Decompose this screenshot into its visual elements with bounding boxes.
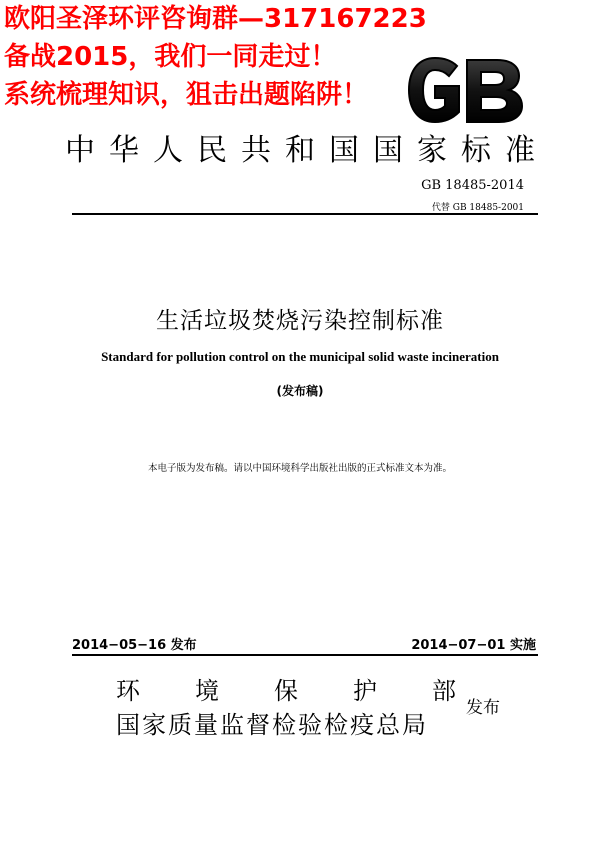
standard-replaces: 代替 GB 18485-2001	[431, 203, 524, 213]
issuer-char: 部	[432, 677, 456, 705]
bottom-divider	[72, 654, 538, 656]
standard-title-english: Standard for pollution control on the municipal solid waste incineration	[101, 349, 499, 364]
promo-line-2: 备战2015，我们一同走过！	[4, 42, 337, 72]
issuer-ministry	[116, 671, 456, 706]
issuer-char: 环	[116, 677, 140, 705]
promo-line-3: 系统梳理知识，狙击出题陷阱！	[4, 80, 369, 110]
effective-date: 2014−07−01 实施	[411, 638, 536, 653]
promo-line-1: 欧阳圣泽环评咨询群—317167223	[4, 4, 427, 34]
draft-label: (发布稿)	[276, 384, 324, 398]
top-divider	[72, 213, 538, 215]
publish-label: 发布	[466, 698, 500, 718]
issuer-char: 境	[195, 677, 219, 705]
standard-number: GB 18485-2014	[421, 178, 524, 193]
issuer-char: 护	[353, 677, 377, 705]
standard-title-chinese: 生活垃圾焚烧污染控制标准	[156, 308, 444, 334]
issue-date: 2014−05−16 发布	[72, 638, 197, 653]
issuer-aqsiq: 国家质量监督检验检疫总局	[116, 711, 428, 739]
issuer-char: 保	[274, 677, 298, 705]
edition-notice: 本电子版为发布稿。请以中国环境科学出版社出版的正式标准文本为准。	[147, 463, 452, 474]
gb-logo-icon	[405, 52, 525, 128]
national-standard-heading: 中华人民共和国国家标准	[65, 133, 549, 168]
